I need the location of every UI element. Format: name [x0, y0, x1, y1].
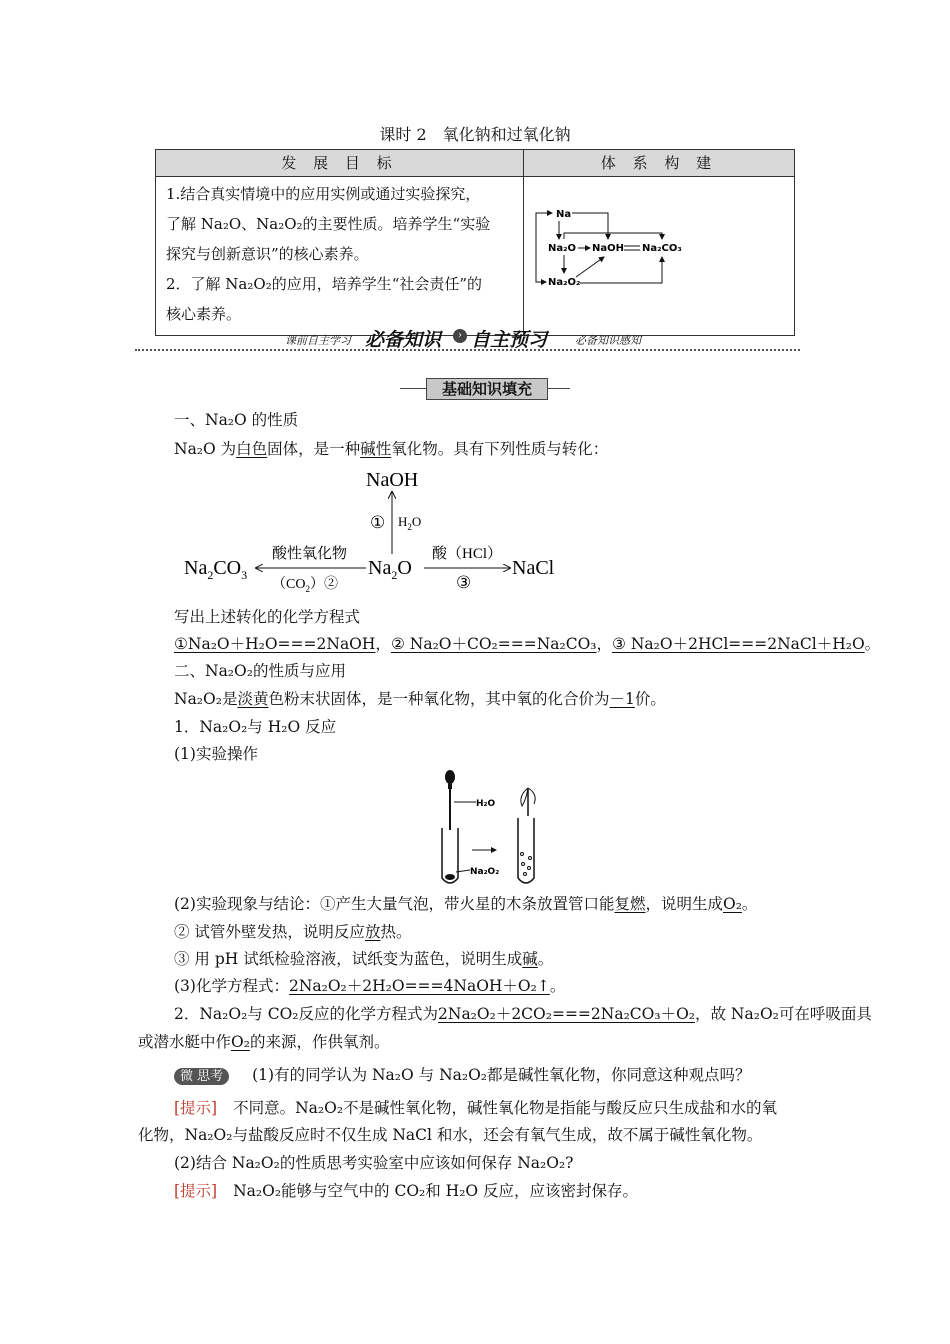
scheme-circle-1: ① [370, 513, 386, 532]
dropper-icon [445, 770, 476, 830]
observation-3 [174, 949, 553, 969]
blank-answer: 白色 [236, 440, 268, 458]
banner-main-left: 必备知识 [365, 329, 442, 351]
scheme-circle-3: ③ [456, 573, 472, 592]
text: Na₂O 为 [174, 440, 237, 458]
scheme-left-condition: $(CO_2)②$ [272, 577, 338, 594]
text: ② 试管外壁发热，说明反应 [174, 923, 365, 941]
text: 的来源，作供氧剂。 [249, 1033, 390, 1051]
think-question-2: (2)结合 Na₂O₂的性质思考实验室中应该如何保存 Na₂O₂? [174, 1154, 574, 1172]
observation-1 [174, 894, 757, 914]
equation-2: ② Na₂O＋CO₂===Na₂CO₃ [390, 635, 597, 653]
lesson-title: 课时 2 氧化钠和过氧化钠 [379, 125, 571, 144]
think-question-1 [174, 1065, 751, 1087]
text: 。 [549, 977, 566, 995]
goals-table [155, 149, 795, 336]
observation-2 [174, 922, 411, 942]
blank-answer: －1 [609, 690, 635, 708]
diagram-arrow [572, 213, 608, 239]
label-h2o: H₂O [476, 799, 496, 809]
banner-right-small: 必备知识感知 [575, 334, 641, 347]
tip-label: [提示] [174, 1182, 218, 1200]
text: ，故 Na₂O₂可在呼吸面具 [695, 1005, 872, 1023]
goal-line: 探究与创新意识”的核心素养。 [166, 245, 369, 263]
scheme-left-reagent: 酸性氧化物 [272, 546, 348, 562]
answer-text: Na₂O₂能够与空气中的 CO₂和 H₂O 反应，应该密封保存。 [233, 1182, 639, 1200]
diagram-na2o2: Na₂O₂ [548, 277, 581, 288]
label-na2o2: Na₂O₂ [470, 867, 500, 877]
subheading-water: 1．Na₂O₂与 H₂O 反应 [174, 718, 337, 736]
diagram-arrow [576, 257, 604, 277]
text: (3)化学方程式： [174, 977, 289, 995]
chevron-right-icon: › [453, 329, 467, 343]
subheading-operation: (1)实验操作 [174, 745, 258, 763]
section-tag [400, 378, 570, 400]
scheme-na2co3: $Na_2CO_3$ [184, 557, 248, 582]
text: 。 [741, 895, 758, 913]
system-diagram [524, 177, 794, 317]
goal-line: 核心素养。 [166, 305, 242, 323]
answer-1-line-1 [174, 1098, 777, 1118]
scheme-naoh: NaOH [366, 469, 419, 491]
goal-line: 2．了解 Na₂O₂的应用，培养学生“社会责任”的 [166, 275, 483, 293]
scheme-right-reagent: 酸（HCl） [432, 546, 503, 562]
blank-answer: 2Na₂O₂＋2CO₂===2Na₂CO₃＋O₂ [438, 1005, 695, 1023]
diagram-arrow [536, 237, 546, 282]
equation-3: ③ Na₂O＋2HCl===2NaCl＋H₂O [612, 635, 865, 653]
goals-cell [156, 177, 524, 336]
answer-text: 不同意。Na₂O₂不是碱性氧化物，碱性氧化物是指能与酸反应只生成盐和水的氧 [233, 1099, 778, 1117]
diagram-arrow [580, 257, 662, 283]
diagram-arrow [536, 213, 552, 237]
question-text: (1)有的同学认为 Na₂O 与 Na₂O₂都是碱性氧化物，你同意这种观点吗？ [252, 1066, 751, 1084]
diagram-na2co3: Na₂CO₃ [642, 243, 682, 254]
text: 。 [537, 950, 554, 968]
text: 或潜水艇中作 [138, 1033, 232, 1051]
text: 氧化物。具有下列性质与转化： [391, 440, 609, 458]
test-tube-icon [442, 828, 470, 883]
text: 固体，是一种 [267, 440, 361, 458]
goal-line: 了解 Na₂O、Na₂O₂的主要性质。培养学生“实验 [166, 215, 491, 233]
text: ，说明生成 [645, 895, 723, 913]
blank-answer: 复燃 [614, 895, 646, 913]
blank-answer: 2Na₂O₂＋2H₂O===4NaOH＋O₂↑ [288, 977, 550, 995]
tip-label: [提示] [174, 1099, 218, 1117]
splint-icon [521, 788, 535, 816]
heading-na2o: 一、Na₂O 的性质 [174, 411, 299, 429]
think-badge: 微 思考 [174, 1068, 229, 1085]
system-cell [524, 177, 795, 336]
goal-line: 1.结合真实情境中的应用实例或通过实验探究， [166, 185, 481, 203]
diagram-arrow [564, 233, 662, 239]
equations-na2o: ①Na₂O＋H₂O===2NaOH，② Na₂O＋CO₂===Na₂CO₃，③ Na₂O＋2HCl===2NaCl＋H₂O。 [174, 635, 881, 653]
co2-reaction-line-2 [138, 1032, 389, 1052]
scheme-na2o: $Na_2O$ [368, 557, 412, 582]
diagram-na: Na [556, 209, 572, 220]
blank-answer: 碱性 [360, 440, 392, 458]
co2-reaction-line-1 [174, 1004, 872, 1024]
text: 热。 [380, 923, 412, 941]
text: 2．Na₂O₂与 CO₂反应的化学方程式为 [174, 1005, 439, 1023]
test-tube-bubbles-icon [518, 818, 534, 883]
answer-1-line-2: 化物，Na₂O₂与盐酸反应时不仅生成 NaCl 和水，还会有氧气生成，故不属于碱性氧化物。 [138, 1126, 763, 1144]
diagram-na2o: Na₂O [548, 243, 576, 254]
banner-main-right: 自主预习 [471, 329, 548, 351]
para-na2o2 [174, 689, 666, 709]
para-na2o [174, 439, 608, 459]
blank-answer: 淡黄 [237, 690, 269, 708]
banner-divider [135, 349, 800, 351]
text: ③ 用 pH 试纸检验溶液，试纸变为蓝色，说明生成 [174, 950, 523, 968]
text: (2)实验现象与结论：①产生大量气泡，带火星的木条放置管口能 [174, 895, 615, 913]
answer-2 [174, 1181, 638, 1201]
diagram-naoh: NaOH [592, 243, 624, 254]
na2o-reaction-scheme [180, 466, 570, 598]
text: 价。 [634, 690, 666, 708]
blank-answer: 放 [364, 923, 381, 941]
section-banner [135, 323, 800, 353]
heading-na2o2: 二、Na₂O₂的性质与应用 [174, 662, 346, 680]
experiment-figure [430, 766, 560, 892]
blank-answer: 碱 [522, 950, 538, 968]
text: 色粉末状固体，是一种氧化物，其中氧的化合价为 [268, 690, 610, 708]
goals-header: 发 展 目 标 [156, 150, 524, 177]
section-tag-label: 基础知识填充 [426, 378, 548, 400]
blank-answer: O₂ [723, 895, 742, 913]
equation-1: ①Na₂O＋H₂O===2NaOH [174, 635, 376, 653]
text: Na₂O₂是 [174, 690, 238, 708]
equation-water [174, 976, 565, 996]
equation-intro: 写出上述转化的化学方程式 [174, 608, 361, 626]
banner-left-small: 课前自主学习 [285, 334, 351, 347]
scheme-h2o: $H_2O$ [398, 514, 422, 532]
system-header: 体 系 构 建 [524, 150, 795, 177]
blank-answer: O₂ [231, 1033, 250, 1051]
scheme-nacl: NaCl [512, 557, 555, 579]
